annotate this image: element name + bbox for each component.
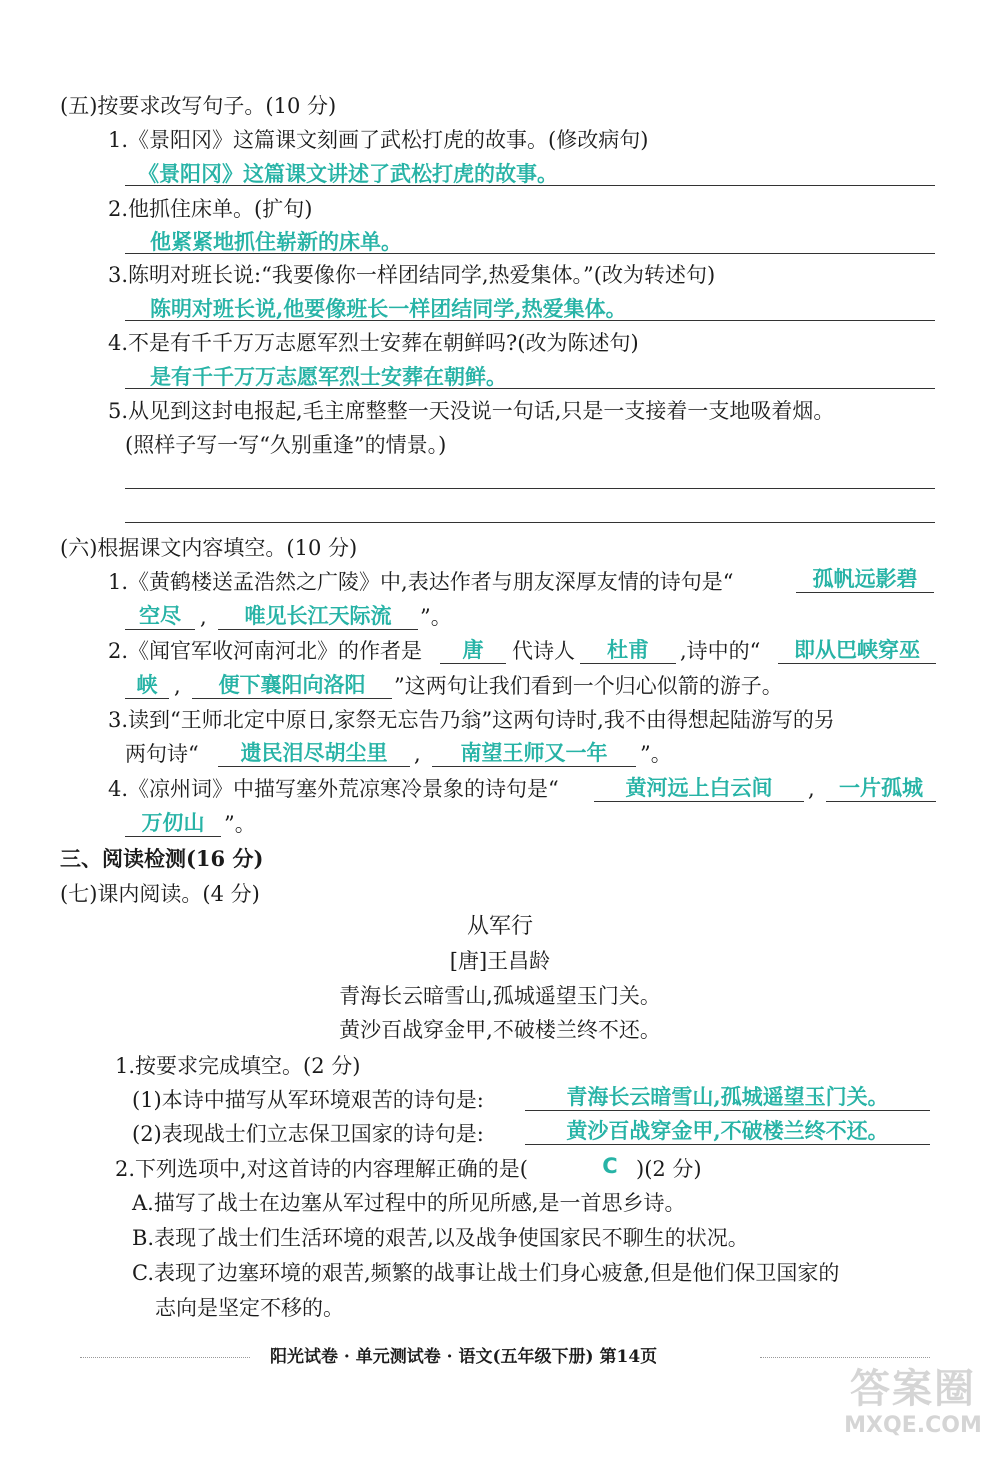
sec6-q3-line1: 3.读到“王师北定中原日,家祭无忘告乃翁”这两句诗时,我不由得想起陆游写的另 (108, 708, 835, 732)
sec6-q3-comma: , (414, 742, 421, 766)
sec7-q1-s2-answer: 黄沙百战穿金甲,不破楼兰终不还。 (525, 1118, 930, 1145)
sec5-q4-text: 4.不是有千千万万志愿军烈士安葬在朝鲜吗?(改为陈述句) (108, 331, 639, 355)
sec6-q2-comma: , (174, 674, 181, 698)
sec7-q2-pre: 2.下列选项中,对这首诗的内容理解正确的是( (115, 1157, 528, 1181)
option-c-line2: 志向是坚定不移的。 (155, 1296, 344, 1320)
option-b: B.表现了战士们生活环境的艰苦,以及战争使国家民不聊生的状况。 (132, 1226, 749, 1250)
footer-divider-right (760, 1357, 930, 1358)
sec6-q3-pre: 两句诗“ (125, 742, 199, 766)
sec6-q4-blank2: 一片孤城 (826, 775, 936, 802)
sec5-q1-answer: 《景阳冈》这篇课文讲述了武松打虎的故事。 (138, 161, 558, 186)
sec6-q1-pre: 1.《黄鹤楼送孟浩然之广陵》中,表达作者与朋友深厚友情的诗句是“ (108, 570, 734, 594)
sec6-q2-blank1: 唐 (440, 637, 506, 664)
sec5-q5-line2: (照样子写一写“久别重逢”的情景。) (125, 433, 447, 457)
footer-divider-left (80, 1357, 250, 1358)
sec6-q2-end: ”这两句让我们看到一个归心似箭的游子。 (394, 674, 783, 698)
answer-line (125, 185, 935, 186)
sec7-q1-text: 1.按要求完成填空。(2 分) (115, 1054, 361, 1078)
answer-line (125, 320, 935, 321)
sec6-q3-end: ”。 (640, 742, 672, 766)
sec5-q5-line1: 5.从见到这封电报起,毛主席整整一天没说一句话,只是一支接着一支地吸着烟。 (108, 399, 835, 423)
sec6-q4-blank1: 黄河远上白云间 (594, 775, 804, 802)
sec6-q1-blank2: 唯见长江天际流 (218, 603, 418, 630)
section3-title: 三、阅读检测(16 分) (60, 846, 264, 871)
sec6-q4-comma: , (808, 777, 815, 801)
sec6-q2-blank4: 便下襄阳向洛阳 (192, 672, 392, 699)
sec7-q1-s1-text: (1)本诗中描写从军环境艰苦的诗句是: (132, 1088, 484, 1112)
watermark-top: 答案圈 (850, 1366, 976, 1412)
sec6-q3-blank2: 南望王师又一年 (432, 740, 636, 767)
answer-line (125, 253, 935, 254)
sec6-q2-pre: 2.《闻官军收河南河北》的作者是 (108, 639, 423, 663)
section5-title: (五)按要求改写句子。(10 分) (60, 94, 337, 118)
sec6-q4-pre: 4.《凉州词》中描写塞外荒凉寒冷景象的诗句是“ (108, 777, 559, 801)
sec6-q1-comma: , (200, 605, 207, 629)
sec6-q2-mid2: ,诗中的“ (680, 639, 761, 663)
sec6-q2-blank2: 杜甫 (580, 637, 676, 664)
sec5-q3-answer: 陈明对班长说,他要像班长一样团结同学,热爱集体。 (150, 296, 627, 321)
sec6-q2-blank3b: 峡 (125, 672, 169, 699)
section6-title: (六)根据课文内容填空。(10 分) (60, 536, 358, 560)
sec7-q1-s1-answer: 青海长云暗雪山,孤城遥望玉门关。 (525, 1084, 930, 1111)
option-c-line1: C.表现了边塞环境的艰苦,频繁的战事让战士们身心疲惫,但是他们保卫国家的 (132, 1261, 840, 1285)
answer-line (125, 388, 935, 389)
poem-line1: 青海长云暗雪山,孤城遥望玉门关。 (339, 984, 661, 1008)
watermark-logo (838, 1365, 988, 1450)
sec6-q1-blank1b: 空尽 (125, 603, 195, 630)
sec6-q2-mid1: 代诗人 (512, 639, 575, 663)
sec6-q2-blank3: 即从巴峡穿巫 (778, 637, 936, 664)
answer-line (125, 488, 935, 489)
sec6-q3-blank1: 遗民泪尽胡尘里 (218, 740, 410, 767)
section7-title: (七)课内阅读。(4 分) (60, 882, 260, 906)
poem-line2: 黄沙百战穿金甲,不破楼兰终不还。 (339, 1018, 661, 1042)
sec6-q1-end: ”。 (420, 605, 452, 629)
option-a: A.描写了战士在边塞从军过程中的所见所感,是一首思乡诗。 (132, 1191, 686, 1215)
footer-text: 阳光试卷 · 单元测试卷 · 语文(五年级下册) 第14页 (270, 1347, 658, 1367)
answer-line (125, 522, 935, 523)
sec5-q3-text: 3.陈明对班长说:“我要像你一样团结同学,热爱集体。”(改为转述句) (108, 263, 716, 287)
sec7-q2-post: )(2 分) (636, 1157, 702, 1181)
watermark-bottom: MXQE.COM (844, 1413, 982, 1438)
sec5-q4-answer: 是有千千万万志愿军烈士安葬在朝鲜。 (150, 364, 507, 389)
sec6-q1-blank1: 孤帆远影碧 (796, 566, 934, 593)
sec5-q1-text: 1.《景阳冈》这篇课文刻画了武松打虎的故事。(修改病句) (108, 128, 649, 152)
sec5-q2-text: 2.他抓住床单。(扩句) (108, 197, 313, 221)
sec7-q1-s2-text: (2)表现战士们立志保卫国家的诗句是: (132, 1122, 484, 1146)
sec7-q2-answer: C (602, 1154, 618, 1178)
poem-title: 从军行 (466, 914, 533, 939)
sec6-q4-blank2b: 万仞山 (125, 810, 221, 837)
sec6-q4-end: ”。 (224, 812, 256, 836)
sec5-q2-answer: 他紧紧地抓住崭新的床单。 (150, 229, 402, 254)
poem-author: [唐]王昌龄 (449, 949, 551, 973)
